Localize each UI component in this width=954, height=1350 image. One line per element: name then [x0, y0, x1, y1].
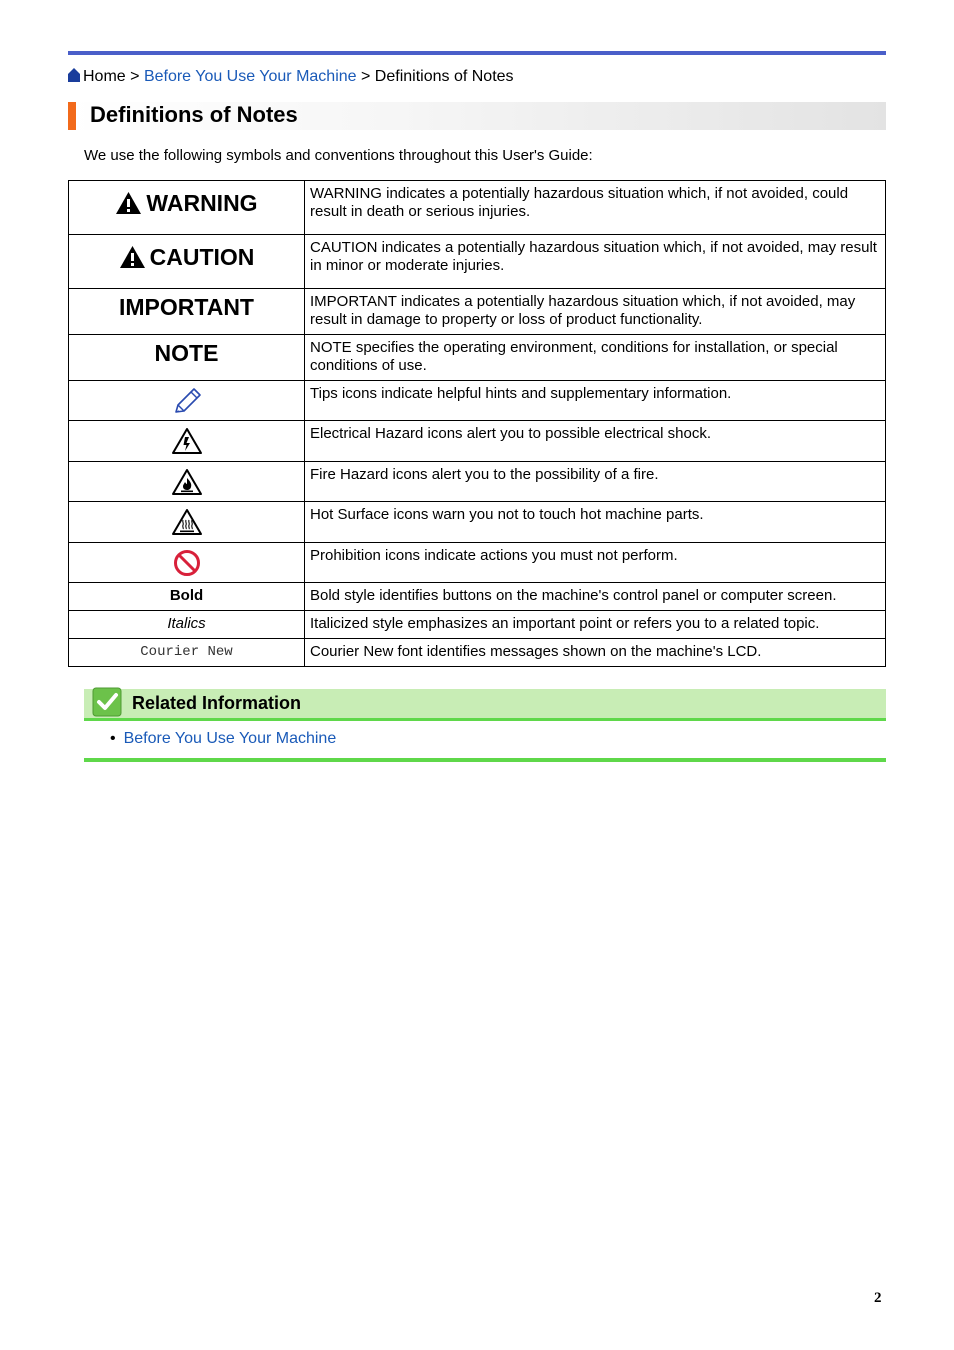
symbol-cell [69, 335, 305, 381]
warning-triangle-icon [119, 245, 146, 269]
symbol-cell [69, 502, 305, 543]
warning-triangle-icon [115, 191, 142, 215]
breadcrumb-link-before-you-use[interactable]: Before You Use Your Machine [143, 68, 357, 85]
page-title: Definitions of Notes [90, 102, 298, 127]
related-links-list [110, 729, 336, 749]
title-accent [68, 102, 76, 130]
table-row [69, 421, 886, 462]
description-cell: Courier New font identifies messages shown on the machine's LCD. [305, 639, 886, 667]
bold-style-sample: Bold [169, 587, 204, 604]
description-cell: Fire Hazard icons alert you to the possibility of a fire. [305, 462, 886, 502]
table-row [69, 181, 886, 235]
table-row [69, 502, 886, 543]
symbol-cell [69, 181, 305, 235]
pencil-tips-icon [172, 387, 202, 415]
breadcrumb-separator: > [130, 68, 140, 85]
symbol-cell [69, 583, 305, 611]
page-title-bar [68, 102, 886, 130]
symbol-cell [69, 235, 305, 289]
intro-text: We use the following symbols and conventions throughout this User's Guide: [84, 147, 593, 164]
hot-surface-icon [171, 508, 203, 536]
fire-hazard-icon [171, 468, 203, 496]
note-label: NOTE [154, 340, 219, 366]
symbol-cell [69, 421, 305, 462]
symbol-cell [69, 381, 305, 421]
table-row [69, 462, 886, 502]
related-link-before-you-use[interactable]: Before You Use Your Machine [123, 730, 337, 747]
description-cell: Bold style identifies buttons on the machine's control panel or computer screen. [305, 583, 886, 611]
courier-style-sample: Courier New [140, 644, 233, 660]
related-information-header [84, 689, 886, 721]
list-item [110, 729, 336, 749]
symbol-cell [69, 611, 305, 639]
table-row [69, 335, 886, 381]
description-cell: CAUTION indicates a potentially hazardous situation which, if not avoided, may result in minor or moderate injuries. [305, 235, 886, 289]
home-icon[interactable] [68, 68, 80, 82]
italic-style-sample: Italics [167, 615, 206, 632]
table-row [69, 543, 886, 583]
warning-label: WARNING [146, 190, 258, 216]
prohibition-icon [172, 549, 202, 577]
symbol-cell [69, 289, 305, 335]
breadcrumb [68, 67, 514, 87]
related-bottom-rule [84, 758, 886, 762]
page-number: 2 [874, 1290, 882, 1306]
table-row [69, 583, 886, 611]
breadcrumb-home[interactable]: Home [83, 68, 126, 85]
table-row [69, 611, 886, 639]
description-cell: Tips icons indicate helpful hints and supplementary information. [305, 381, 886, 421]
breadcrumb-current: Definitions of Notes [374, 68, 514, 85]
description-cell: IMPORTANT indicates a potentially hazardous situation which, if not avoided, may result in damage to property or loss of product functionality. [305, 289, 886, 335]
definitions-table [68, 180, 886, 667]
top-rule [68, 51, 886, 55]
caution-label: CAUTION [149, 244, 255, 270]
description-cell: Italicized style emphasizes an important point or refers you to a related topic. [305, 611, 886, 639]
check-icon [92, 687, 122, 717]
related-information-title: Related Information [132, 693, 302, 713]
table-row [69, 639, 886, 667]
table-row [69, 381, 886, 421]
table-row [69, 289, 886, 335]
description-cell: Electrical Hazard icons alert you to possible electrical shock. [305, 421, 886, 462]
table-row [69, 235, 886, 289]
symbol-cell [69, 543, 305, 583]
description-cell: Prohibition icons indicate actions you must not perform. [305, 543, 886, 583]
description-cell: Hot Surface icons warn you not to touch hot machine parts. [305, 502, 886, 543]
symbol-cell [69, 462, 305, 502]
breadcrumb-separator: > [361, 68, 371, 85]
description-cell: WARNING indicates a potentially hazardous situation which, if not avoided, could result in death or serious injuries. [305, 181, 886, 235]
description-cell: NOTE specifies the operating environment, conditions for installation, or special conditions of use. [305, 335, 886, 381]
symbol-cell [69, 639, 305, 667]
important-label: IMPORTANT [118, 294, 254, 320]
electrical-hazard-icon [171, 427, 203, 455]
